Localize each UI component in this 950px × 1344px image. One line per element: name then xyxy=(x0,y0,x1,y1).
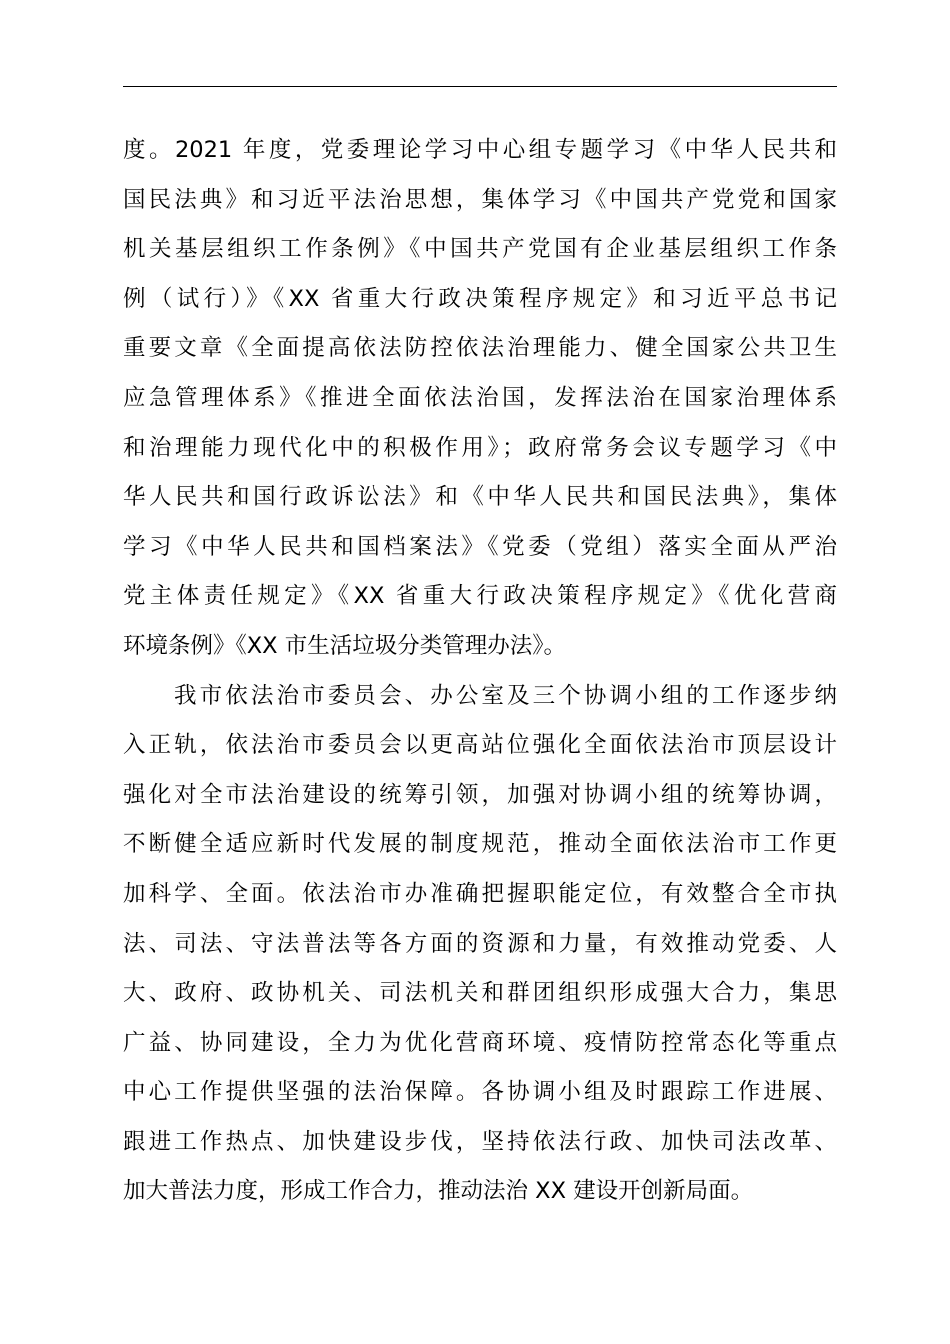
paragraph-1 xyxy=(123,126,837,672)
text-line: 党主体责任规定》《XX 省重大行政决策程序规定》《优化营商 xyxy=(123,583,837,610)
text-line: 强化对全市法治建设的统筹引领，加强对协调小组的统筹协调， xyxy=(123,781,837,808)
document-body xyxy=(123,126,837,1217)
text-line: 法、司法、守法普法等各方面的资源和力量，有效推动党委、人 xyxy=(123,930,837,957)
paragraph-2 xyxy=(123,672,837,1218)
text-line: 不断健全适应新时代发展的制度规范，推动全面依法治市工作更 xyxy=(123,831,837,858)
text-line: 例（试行）》《XX 省重大行政决策程序规定》和习近平总书记 xyxy=(123,285,837,312)
text-line: 跟进工作热点、加快建设步伐，坚持依法行政、加快司法改革、 xyxy=(123,1128,837,1155)
text-line: 广益、协同建设，全力为优化营商环境、疫情防控常态化等重点 xyxy=(123,1029,837,1056)
header-rule xyxy=(123,86,837,87)
text-line: 学习《中华人民共和国档案法》《党委（党组）落实全面从严治 xyxy=(123,533,837,560)
text-line: 机关基层组织工作条例》《中国共产党国有企业基层组织工作条 xyxy=(123,236,837,263)
text-line: 应急管理体系》《推进全面依法治国，发挥法治在国家治理体系 xyxy=(123,384,837,411)
text-line: 加科学、全面。依法治市办准确把握职能定位，有效整合全市执 xyxy=(123,880,837,907)
text-line: 度。2021 年度，党委理论学习中心组专题学习《中华人民共和 xyxy=(123,137,837,163)
text-line: 中心工作提供坚强的法治保障。各协调小组及时跟踪工作进展、 xyxy=(123,1079,837,1106)
text-line: 入正轨，依法治市委员会以更高站位强化全面依法治市顶层设计 xyxy=(123,732,837,759)
text-line: 环境条例》《XX 市生活垃圾分类管理办法》。 xyxy=(123,632,566,659)
text-line: 华人民共和国行政诉讼法》和《中华人民共和国民法典》，集体 xyxy=(123,484,837,511)
text-line: 国民法典》和习近平法治思想，集体学习《中国共产党党和国家 xyxy=(123,186,837,213)
text-line: 重要文章《全面提高依法防控依法治理能力、健全国家公共卫生 xyxy=(123,335,837,362)
text-line: 我市依法治市委员会、办公室及三个协调小组的工作逐步纳 xyxy=(174,682,837,709)
text-line: 大、政府、政协机关、司法机关和群团组织形成强大合力，集思 xyxy=(123,980,837,1007)
text-line: 和治理能力现代化中的积极作用》；政府常务会议专题学习《中 xyxy=(123,434,837,461)
text-line: 加大普法力度，形成工作合力，推动法治 XX 建设开创新局面。 xyxy=(123,1178,754,1205)
